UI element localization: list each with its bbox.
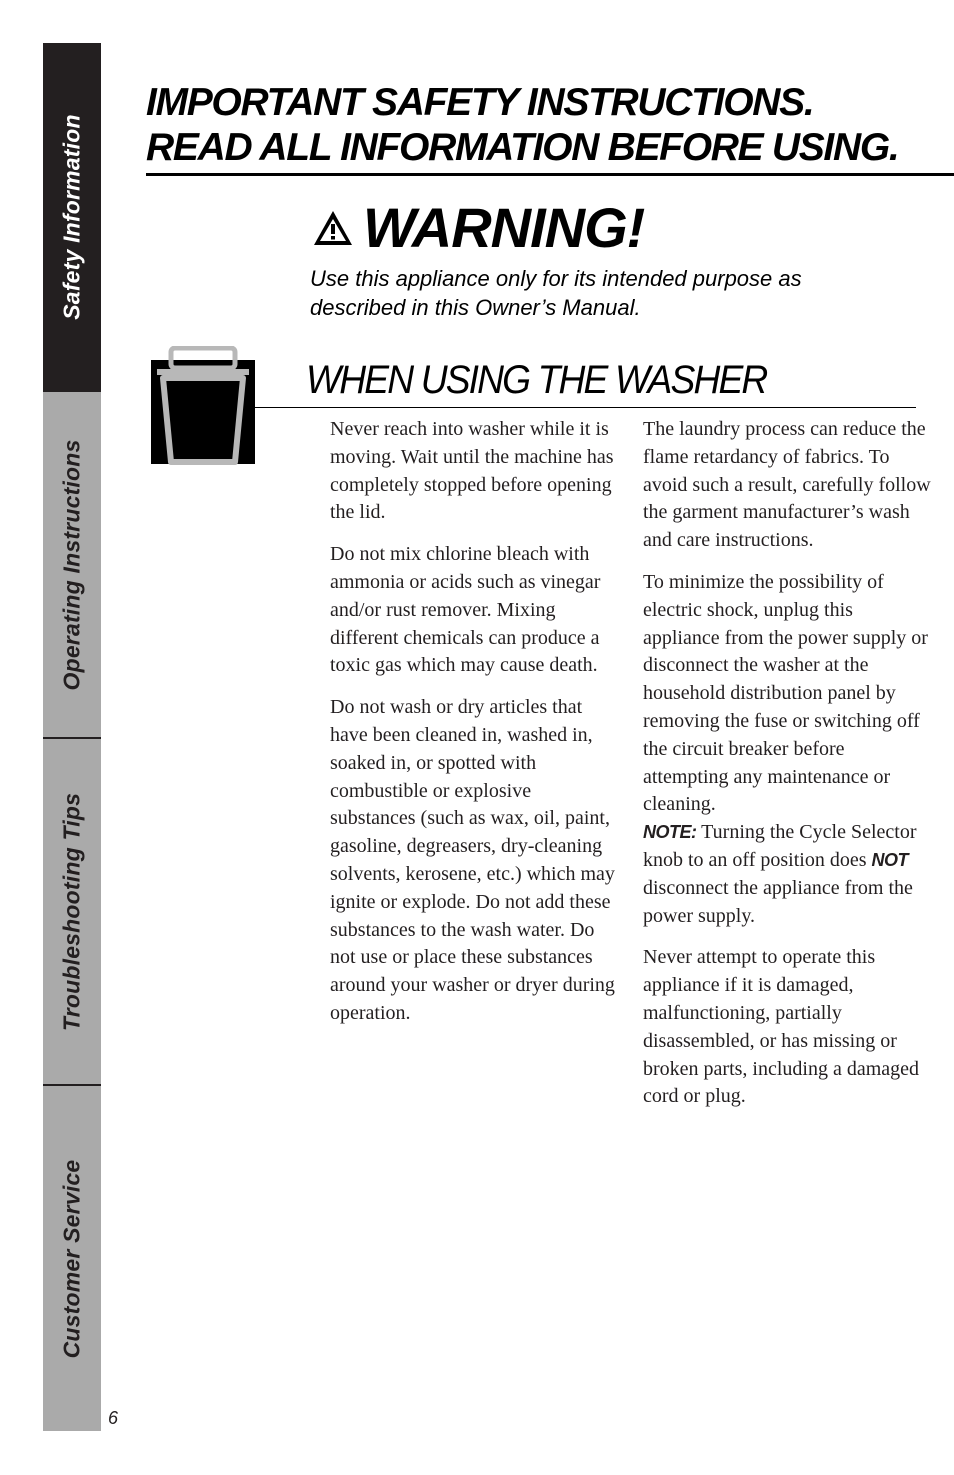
tab-operating-instructions[interactable] [43, 390, 101, 737]
paragraph: Never attempt to operate this appliance if it is damaged, malfunctioning, partially disassembled, or has missing or broken parts, including a damaged cord or plug. [643, 946, 920, 1108]
washer-icon [151, 346, 255, 470]
note-text: Turning the Cycle Selector knob to an off position does [643, 821, 917, 871]
tab-troubleshooting-tips[interactable] [43, 737, 101, 1084]
section-divider [255, 407, 916, 408]
page-title-line-2: READ ALL INFORMATION BEFORE USING. [146, 126, 899, 169]
warning-text: Use this appliance only for its intended purpose as described in this Owner’s Manual. [310, 266, 802, 320]
paragraph: The laundry process can reduce the flame retardancy of fabrics. To avoid such a result, carefully follow the garment manufacturer’s wash and care instructions. [643, 418, 931, 552]
page-number: 6 [108, 1408, 119, 1428]
note-emphasis: NOT [871, 849, 909, 870]
tab-label: Troubleshooting Tips [58, 792, 85, 1031]
section-tabs [43, 43, 101, 1431]
warning-heading [313, 196, 644, 260]
warning-triangle-icon [313, 210, 353, 246]
note-label: NOTE: [643, 822, 697, 843]
paragraph: Do not wash or dry articles that have been cleaned in, washed in, soaked in, or spotted with combustible or explosive substances (such as wax, oil, paint, gasoline, degreasers, dry-cleaning solvents, kerosene, etc.) which may ignite or explode. Do not add these substances to the wash water. Do not use or place these substances around your washer or dryer during operation. [330, 696, 615, 1024]
header-divider [146, 173, 954, 176]
tab-label: Operating Instructions [58, 438, 85, 691]
tab-safety-information[interactable] [43, 43, 101, 390]
paragraph-text: To minimize the possibility of electric shock, unplug this appliance from the power supply or disconnect the washer at the household distribution panel by removing the fuse or switching off the circuit breaker before attempting any maintenance or cleaning. [643, 570, 928, 816]
page-title [146, 80, 954, 170]
right-column [643, 416, 933, 1125]
paragraph-with-note [643, 569, 933, 930]
tab-label: Customer Service [58, 1159, 85, 1358]
paragraph: Do not mix chlorine bleach with ammonia or acids such as vinegar and/or rust remover. Mixing different chemicals can produce a toxic gas which may cause death. [330, 543, 601, 677]
left-column [330, 416, 620, 1042]
tab-customer-service[interactable] [43, 1084, 101, 1431]
page-title-line-1: IMPORTANT SAFETY INSTRUCTIONS. [146, 81, 814, 124]
tab-label: Safety Information [58, 113, 85, 320]
section-title: WHEN USING THE WASHER [306, 358, 767, 402]
note-text: disconnect the appliance from the power supply. [643, 876, 913, 927]
warning-title: WARNING! [363, 196, 645, 259]
paragraph: Never reach into washer while it is moving. Wait until the machine has completely stopped before opening the lid. [330, 418, 614, 524]
